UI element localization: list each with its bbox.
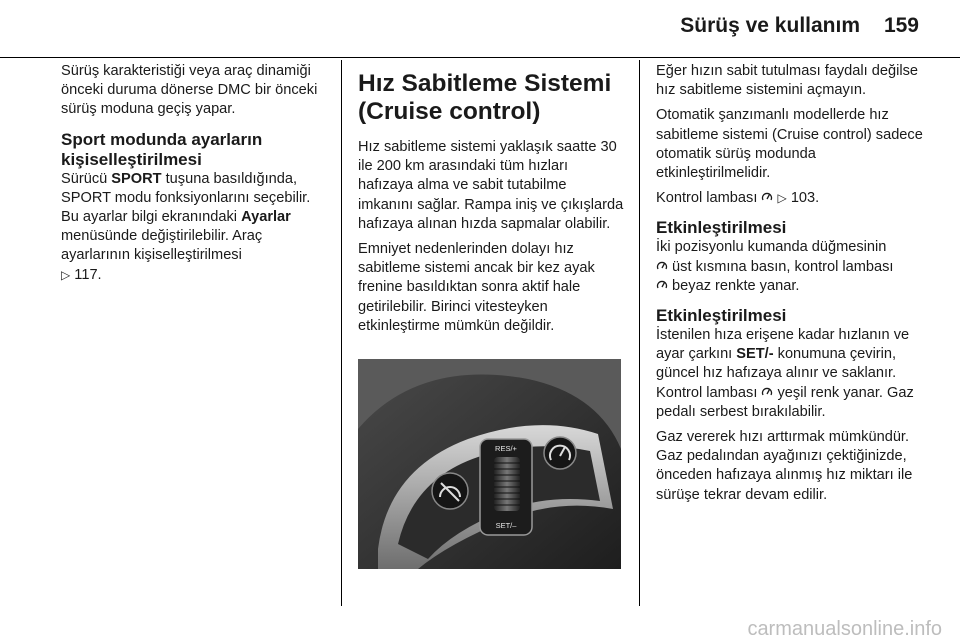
page-reference-icon: ▷ (777, 191, 787, 206)
header-title: Sürüş ve kullanım (680, 14, 860, 37)
set-minus-label: SET/– (495, 521, 517, 530)
cruise-lamp-icon (761, 386, 773, 398)
sport-heading: Sport modunda ayarların kişiselleştirilmesi (61, 129, 263, 169)
cruise-lamp-icon (656, 260, 668, 272)
text-run: beyaz renkte yanar. (668, 277, 800, 294)
res-plus-label: RES/+ (495, 444, 517, 453)
column-2 (358, 62, 624, 342)
dmc-paragraph: Sürüş karakteristiği veya araç dinamiği önceki duruma dönerse DMC bir önceki sürüş moduna geçiş yapar. (61, 63, 318, 118)
steering-wheel-controls-photo (358, 359, 621, 569)
text-run: tuşuna basıldığında, SPORT modu fonksiyonlarını seçebilir. Bu ayarlar bilgi ekranındaki (61, 170, 311, 226)
activation-heading-1: Etkinleştirilmesi (656, 218, 787, 238)
column-divider-right (639, 60, 640, 606)
page-number: 159 (883, 14, 919, 37)
set-minus-key-label: SET/- (736, 346, 774, 363)
section-title: Hız Sabitleme Sistemi (Cruise control) (358, 70, 612, 125)
text-run: Sürücü (61, 170, 112, 187)
page-reference-icon: ▷ (61, 267, 71, 282)
text-run: menüsünde değiştirilebilir. Araç ayarlarının kişiselleştirilmesi (61, 228, 263, 264)
activation-paragraph-1 (656, 238, 926, 296)
warning-paragraph: Eğer hızın sabit tutulması faydalı değilse hız sabitleme sistemini açmayın. (656, 63, 919, 99)
page-reference: 117. (74, 266, 102, 283)
sport-key-label: SPORT (111, 170, 162, 187)
column-3 (656, 62, 926, 511)
cruise-safety-paragraph: Emniyet nedenlerinden dolayı hız sabitleme sistemi ancak bir kez ayak frenine basıldıktan sonra aktif hale getirilebilir. Birinci vitesteyken etkinleştirme mümkün değildir. (358, 241, 595, 334)
watermark (0, 618, 960, 641)
cruise-intro-paragraph: Hız sabitleme sistemi yaklaşık saatte 30 ile 200 km arasındaki tüm hızları hafızaya alma ve sabit tutabilme imkanını sağlar. Rampa iniş ve çıkışlarda hafızaya alınan hızda sapmalar olabilir. (358, 139, 624, 232)
acceleration-paragraph: Gaz vererek hızı arttırmak mümkündür. Gaz pedalından ayağınızı çektiğinizde, önceden hafızaya alınmış hız miktarı ile sürüşe tekrar devam edilir. (656, 429, 913, 503)
text-run: yeşil renk yanar. Gaz pedalı serbest bırakılabilir. (656, 384, 914, 420)
page-header (0, 0, 960, 58)
watermark-text: carmanualsonline.info (747, 618, 942, 640)
cruise-lamp-icon (656, 279, 668, 291)
text-run: İki pozisyonlu kumanda düğmesinin (656, 239, 887, 256)
text-run: İstenilen hıza erişene kadar hızlanın ve ayar çarkını (656, 327, 910, 363)
column-1 (61, 62, 329, 291)
control-lamp-paragraph (656, 189, 926, 208)
text-run: Kontrol lambası (656, 190, 762, 207)
activation-paragraph-2 (656, 326, 926, 422)
steering-wheel-illustration (358, 359, 621, 569)
text-run: üst kısmına basın, kontrol lambası (668, 258, 894, 275)
page-reference: 103. (790, 190, 820, 207)
sport-paragraph (61, 170, 329, 285)
text-run: konumuna çevirin, güncel hız hafızaya alınır ve saklanır. Kontrol lambası (656, 346, 897, 401)
automatic-transmission-paragraph: Otomatik şanzımanlı modellerde hız sabitleme sistemi (Cruise control) sadece otomatik sürüş modunda etkinleştirilmelidir. (656, 107, 923, 182)
activation-heading-2: Etkinleştirilmesi (656, 306, 787, 326)
cruise-lamp-icon (761, 191, 773, 203)
ayarlar-menu-label: Ayarlar (241, 209, 291, 226)
header-rule (0, 57, 960, 58)
column-divider-left (341, 60, 342, 606)
